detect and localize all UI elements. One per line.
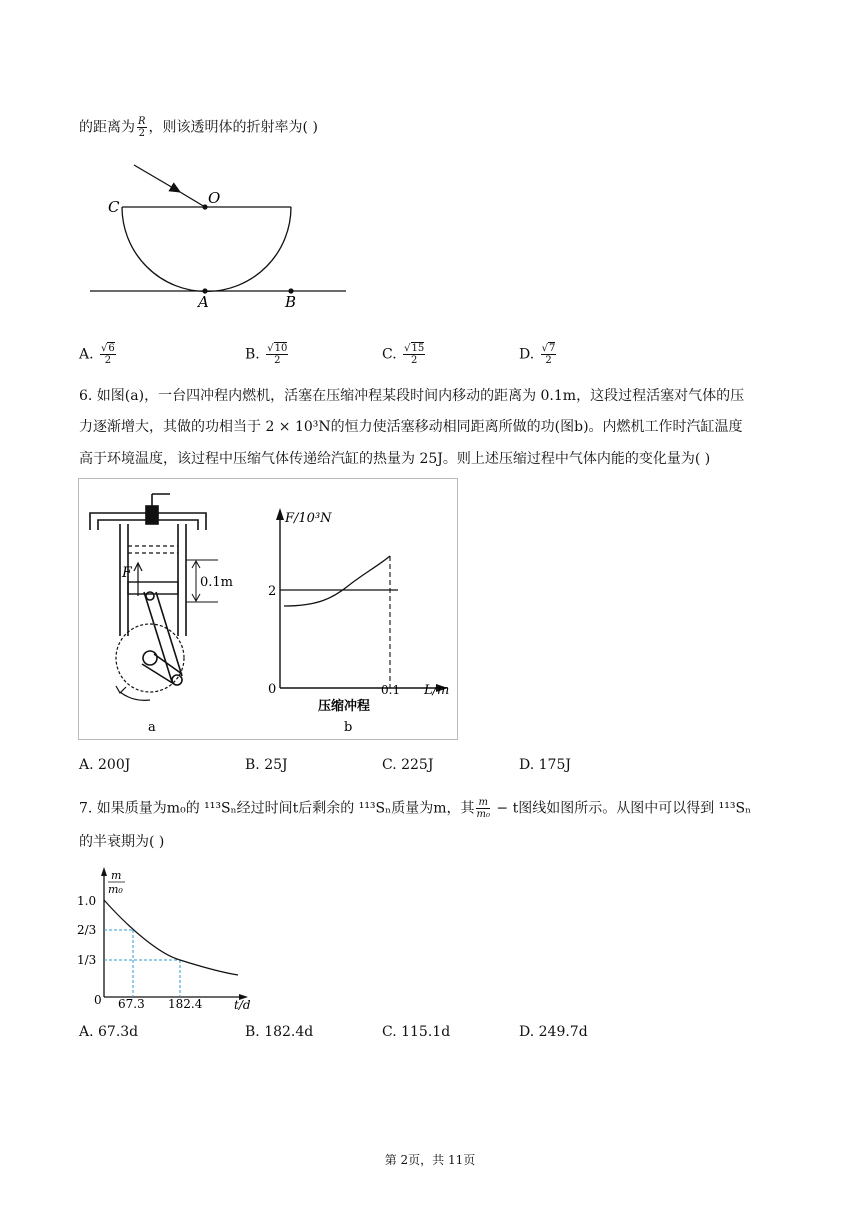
force-curve	[284, 556, 390, 606]
caption-b: b	[344, 720, 353, 735]
q5-option-c[interactable]: C. $\frac{√15}{2}$	[382, 343, 425, 366]
graph-ytick: 2	[268, 584, 277, 599]
decay-xlabel: t/d	[234, 998, 251, 1012]
q6-option-b[interactable]: B. 25J	[245, 757, 288, 773]
engine-figure	[78, 478, 459, 741]
page-footer: 第 2页，共 11页	[384, 1153, 476, 1167]
hemisphere-figure	[84, 160, 354, 320]
q5-text-suffix: ，则该透明体的折射率为( )	[148, 119, 318, 136]
q6-option-a[interactable]: A. 200J	[79, 757, 131, 773]
q5-option-d[interactable]: D. $\frac{√7}{2}$	[519, 343, 556, 366]
q5-stem	[79, 116, 780, 139]
decay-ylabel-den: m₀	[108, 883, 123, 896]
label-c: C	[108, 198, 120, 216]
q5-option-b[interactable]: B. $\frac{√10}{2}$	[245, 343, 288, 366]
graph-xtick: 0.1	[381, 683, 401, 697]
q7-line-2: 的半衰期为( )	[79, 834, 165, 850]
q6-line-3: 高于环境温度，该过程中压缩气体传递给汽缸的热量为 25J。则上述压缩过程中气体内能的变化量为( )	[79, 451, 711, 467]
xtick-67: 67.3	[118, 997, 145, 1011]
cylinder-diagram	[90, 494, 218, 700]
distance-label: 0.1m	[200, 575, 234, 590]
q7-option-a[interactable]: A. 67.3d	[79, 1024, 139, 1040]
ytick-2-3: 2/3	[77, 923, 97, 937]
force-label: F	[122, 565, 132, 581]
q6-line-1: 6. 如图(a)，一台四冲程内燃机，活塞在压缩冲程某段时间内移动的距离为 0.1m，这段过程活塞对气体的压	[79, 388, 745, 404]
q5-text-prefix: 的距离为	[79, 119, 135, 136]
hemisphere-arc	[122, 207, 291, 292]
figure-frame	[79, 479, 458, 740]
label-a: A	[198, 293, 209, 311]
graph-ylabel: F/10³N	[285, 511, 332, 526]
q7-option-d[interactable]: D. 249.7d	[519, 1024, 588, 1040]
decay-ylabel-num: m	[111, 869, 122, 882]
q7-option-c[interactable]: C. 115.1d	[382, 1024, 451, 1040]
graph-origin: 0	[268, 682, 277, 697]
caption-a: a	[148, 720, 156, 735]
xtick-182: 182.4	[168, 997, 203, 1011]
q5-option-a[interactable]: A. $\frac{√6}{2}$	[79, 343, 115, 366]
decay-graph	[74, 862, 274, 1012]
q6-option-c[interactable]: C. 225J	[382, 757, 434, 773]
q7-option-b[interactable]: B. 182.4d	[245, 1024, 314, 1040]
q6-line-2: 力逐渐增大，其做的功相当于 2 × 10³N的恒力使活塞移动相同距离所做的功(图b)。内燃机工作时汽缸温度	[79, 419, 743, 435]
incident-ray	[134, 165, 180, 192]
q6-option-d[interactable]: D. 175J	[519, 757, 571, 773]
q5-fraction: $\frac{R}{2}$	[138, 116, 146, 139]
ytick-1: 1.0	[77, 894, 97, 908]
decay-curve	[104, 900, 238, 975]
point-o	[202, 204, 207, 209]
q7-line-1: 7. 如果质量为m₀的 ¹¹³Sₙ经过时间t后剩余的 ¹¹³Sₙ质量为m，其 $\frac{m}{\text{m₀}}$ − t图线如图所示。从图中可以得到 ¹¹³Sₙ	[79, 797, 752, 820]
label-b: B	[285, 293, 297, 311]
decay-origin: 0	[94, 993, 102, 1007]
ytick-1-3: 1/3	[77, 953, 97, 967]
force-graph	[276, 508, 448, 692]
label-o: O	[208, 189, 221, 207]
graph-title: 压缩冲程	[318, 699, 371, 714]
graph-xlabel: L/m	[424, 683, 450, 698]
